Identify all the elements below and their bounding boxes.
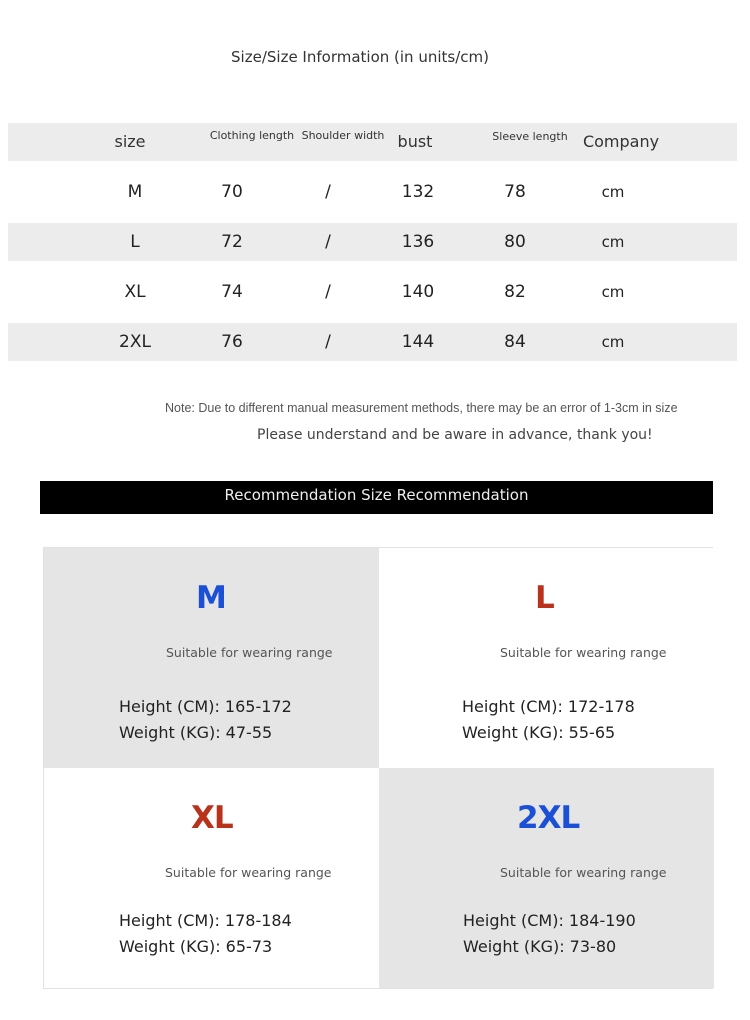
table-header-row [8,123,737,161]
header-size: size [114,132,146,151]
recommendation-size: XL [191,800,233,836]
recommendation-size: 2XL [517,800,580,836]
cell-size: XL [124,282,146,302]
thank-you-note: Please understand and be aware in advance, thank you! [257,427,653,443]
recommendation-size: L [535,580,554,616]
cell-bust: 136 [401,232,435,252]
cell-unit: cm [601,233,625,251]
recommendation-weight: Weight (KG): 65-73 [119,937,273,956]
page-title: Size/Size Information (in units/cm) [231,48,489,66]
cell-size: L [130,232,140,252]
recommendation-banner: Recommendation Size Recommendation [40,481,713,514]
recommendation-height: Height (CM): 178-184 [119,911,292,930]
cell-sleeve-length: 84 [504,332,526,352]
cell-sleeve-length: 82 [504,282,526,302]
cell-size: 2XL [119,332,151,352]
size-table [8,123,737,361]
cell-bust: 132 [401,182,435,202]
recommendation-weight: Weight (KG): 47-55 [119,723,273,742]
recommendation-height: Height (CM): 172-178 [462,697,635,716]
recommendation-grid [43,547,713,989]
cell-bust: 140 [401,282,435,302]
table-row [8,173,737,211]
recommendation-card-xl [44,768,379,988]
table-row [8,323,737,361]
cell-unit: cm [601,333,625,351]
cell-sleeve-length: 80 [504,232,526,252]
recommendation-range-label: Suitable for wearing range [500,645,667,660]
cell-shoulder-width: / [325,282,331,302]
table-row [8,223,737,261]
recommendation-card-2xl [379,768,714,988]
recommendation-range-label: Suitable for wearing range [166,645,333,660]
measurement-note: Note: Due to different manual measurement methods, there may be an error of 1-3cm in size [165,401,678,415]
recommendation-weight: Weight (KG): 55-65 [462,723,616,742]
recommendation-height: Height (CM): 184-190 [463,911,636,930]
header-sleeve-length: Sleeve length [492,130,568,143]
cell-shoulder-width: / [325,182,331,202]
header-clothing-length: Clothing length [209,129,295,142]
cell-clothing-length: 74 [221,282,243,302]
cell-clothing-length: 72 [221,232,243,252]
cell-unit: cm [601,183,625,201]
recommendation-range-label: Suitable for wearing range [165,865,332,880]
header-company: Company [582,132,660,151]
recommendation-range-label: Suitable for wearing range [500,865,667,880]
recommendation-weight: Weight (KG): 73-80 [463,937,617,956]
recommendation-height: Height (CM): 165-172 [119,697,292,716]
cell-clothing-length: 70 [221,182,243,202]
recommendation-card-m [44,548,379,768]
recommendation-size: M [196,580,226,616]
header-bust: bust [397,132,433,151]
header-shoulder-width: Shoulder width [301,129,385,142]
cell-clothing-length: 76 [221,332,243,352]
table-row [8,273,737,311]
recommendation-card-l [379,548,714,768]
cell-unit: cm [601,283,625,301]
cell-sleeve-length: 78 [504,182,526,202]
cell-shoulder-width: / [325,232,331,252]
cell-shoulder-width: / [325,332,331,352]
cell-size: M [127,182,143,202]
cell-bust: 144 [401,332,435,352]
